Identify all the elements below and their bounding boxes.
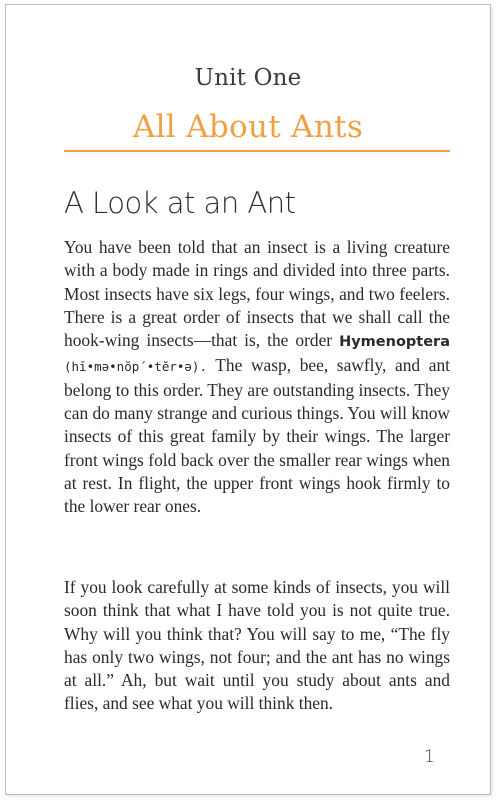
pronunciation-guide: (hī•mə•nŏp´•tĕr•ə).: [64, 359, 207, 375]
book-page: [5, 4, 491, 795]
scientific-term: Hymenoptera: [339, 334, 450, 351]
title-divider: [64, 150, 450, 152]
paragraph-1-text-start: You have been told that an insect is a living creature with a body made in rings and divided into three parts. Most insects have six legs, four wings, and two feelers. There is a great order of insects that we shall call the hook-wing insects—that is, the order: [64, 237, 450, 351]
body-paragraph-1: [64, 236, 450, 519]
unit-label: Unit One: [194, 65, 302, 91]
paragraph-1-text-end: The wasp, bee, sawfly, and ant belong to this order. They are outstanding insects. They can do many strange and curious things. You will know insects of this great family by their wings. The larger front wings fold back over the smaller rear wings when at rest. In flight, the upper front wings hook firmly to the lower rear ones.: [64, 355, 450, 517]
body-paragraph-2: If you look carefully at some kinds of insects, you will soon think that what I have told you is not quite true. Why will you think that? You will say to me, “The fly has only two wings, not four; and the ant has no wings at all.” Ah, but wait until you study about ants and flies, and see what you will think then.: [64, 577, 450, 714]
unit-title: All About Ants: [132, 109, 364, 145]
page-number: 1: [424, 747, 435, 767]
section-heading: A Look at an Ant: [64, 186, 296, 220]
